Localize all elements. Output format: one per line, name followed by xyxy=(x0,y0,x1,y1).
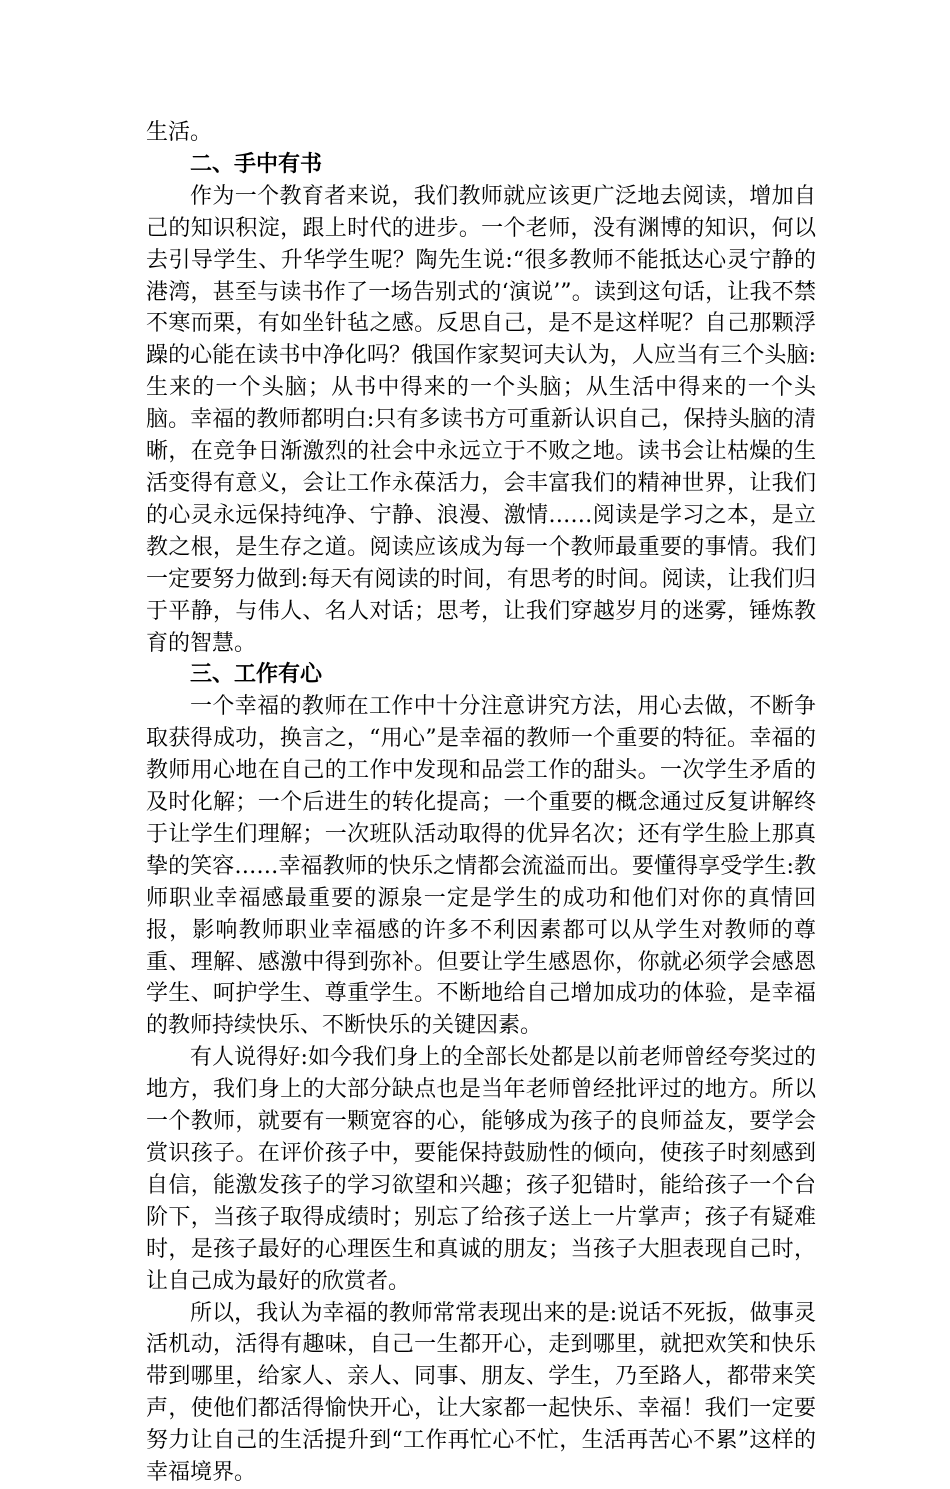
paragraph-appreciation: 有人说得好:如今我们身上的全部长处都是以前老师曾经夸奖过的地方，我们身上的大部分缺点也是当年老师曾经批评过的地方。所以一个教师，就要有一颗宽容的心，能够成为孩子的良师益友，要学会赏识孩子。在评价孩子中，要能保持鼓励性的倾向，使孩子时刻感到自信，能激发孩子的学习欲望和兴趣；孩子犯错时，能给孩子一个台阶下，当孩子取得成绩时；别忘了给孩子送上一片掌声；孩子有疑难时，是孩子最好的心理医生和真诚的朋友；当孩子大胆表现自己时，让自己成为最好的欣赏者。 xyxy=(146,1045,816,1294)
paragraph-work-with-heart: 一个幸福的教师在工作中十分注意讲究方法，用心去做，不断争取获得成功，换言之，“用心”是幸福的教师一个重要的特征。幸福的教师用心地在自己的工作中发现和品尝工作的甜头。一次学生矛盾的及时化解；一个后进生的转化提高；一个重要的概念通过反复讲解终于让学生们理解；一次班队活动取得的优异名次；还有学生脸上那真挚的笑容……幸福教师的快乐之情都会流溢而出。要懂得享受学生:教师职业幸福感最重要的源泉一定是学生的成功和他们对你的真情回报，影响教师职业幸福感的许多不利因素都可以从学生对教师的尊重、理解、感激中得到弥补。但要让学生感恩你，你就必须学会感恩学生、呵护学生、尊重学生。不断地给自己增加成功的体验，是幸福的教师持续快乐、不断快乐的关键因素。 xyxy=(146,694,816,1039)
paragraph-conclusion: 所以，我认为幸福的教师常常表现出来的是:说话不死扳，做事灵活机动，活得有趣味，自己一生都开心，走到哪里，就把欢笑和快乐带到哪里，给家人、亲人、同事、朋友、学生，乃至路人，都带来笑声，使他们都活得愉快开心，让大家都一起快乐、幸福！我们一定要努力让自己的生活提升到“工作再忙心不忙，生活再苦心不累”这样的幸福境界。 xyxy=(146,1300,816,1486)
section-heading-books: 二、手中有书 xyxy=(190,151,323,177)
document-page xyxy=(146,117,816,1489)
paragraph-continuation: 生活。 xyxy=(146,120,213,145)
section-heading-work: 三、工作有心 xyxy=(190,662,323,688)
paragraph-reading: 作为一个教育者来说，我们教师就应该更广泛地去阅读，增加自己的知识积淀，跟上时代的进步。一个老师，没有渊博的知识，何以去引导学生、升华学生呢？陶先生说:“很多教师不能抵达心灵宁静的港湾，甚至与读书作了一场告别式的‘演说’”。读到这句话，让我不禁不寒而栗，有如坐针毡之感。反思自己，是不是这样呢？自己那颗浮躁的心能在读书中净化吗？俄国作家契诃夫认为，人应当有三个头脑:生来的一个头脑；从书中得来的一个头脑；从生活中得来的一个头脑。幸福的教师都明白:只有多读书方可重新认识自己，保持头脑的清晰，在竞争日渐激烈的社会中永远立于不败之地。读书会让枯燥的生活变得有意义，会让工作永葆活力，会丰富我们的精神世界，让我们的心灵永远保持纯净、宁静、浪漫、激情……阅读是学习之本，是立教之根，是生存之道。阅读应该成为每一个教师最重要的事情。我们一定要努力做到:每天有阅读的时间，有思考的时间。阅读，让我们归于平静，与伟人、名人对话；思考，让我们穿越岁月的迷雾，锤炼教育的智慧。 xyxy=(146,183,816,656)
